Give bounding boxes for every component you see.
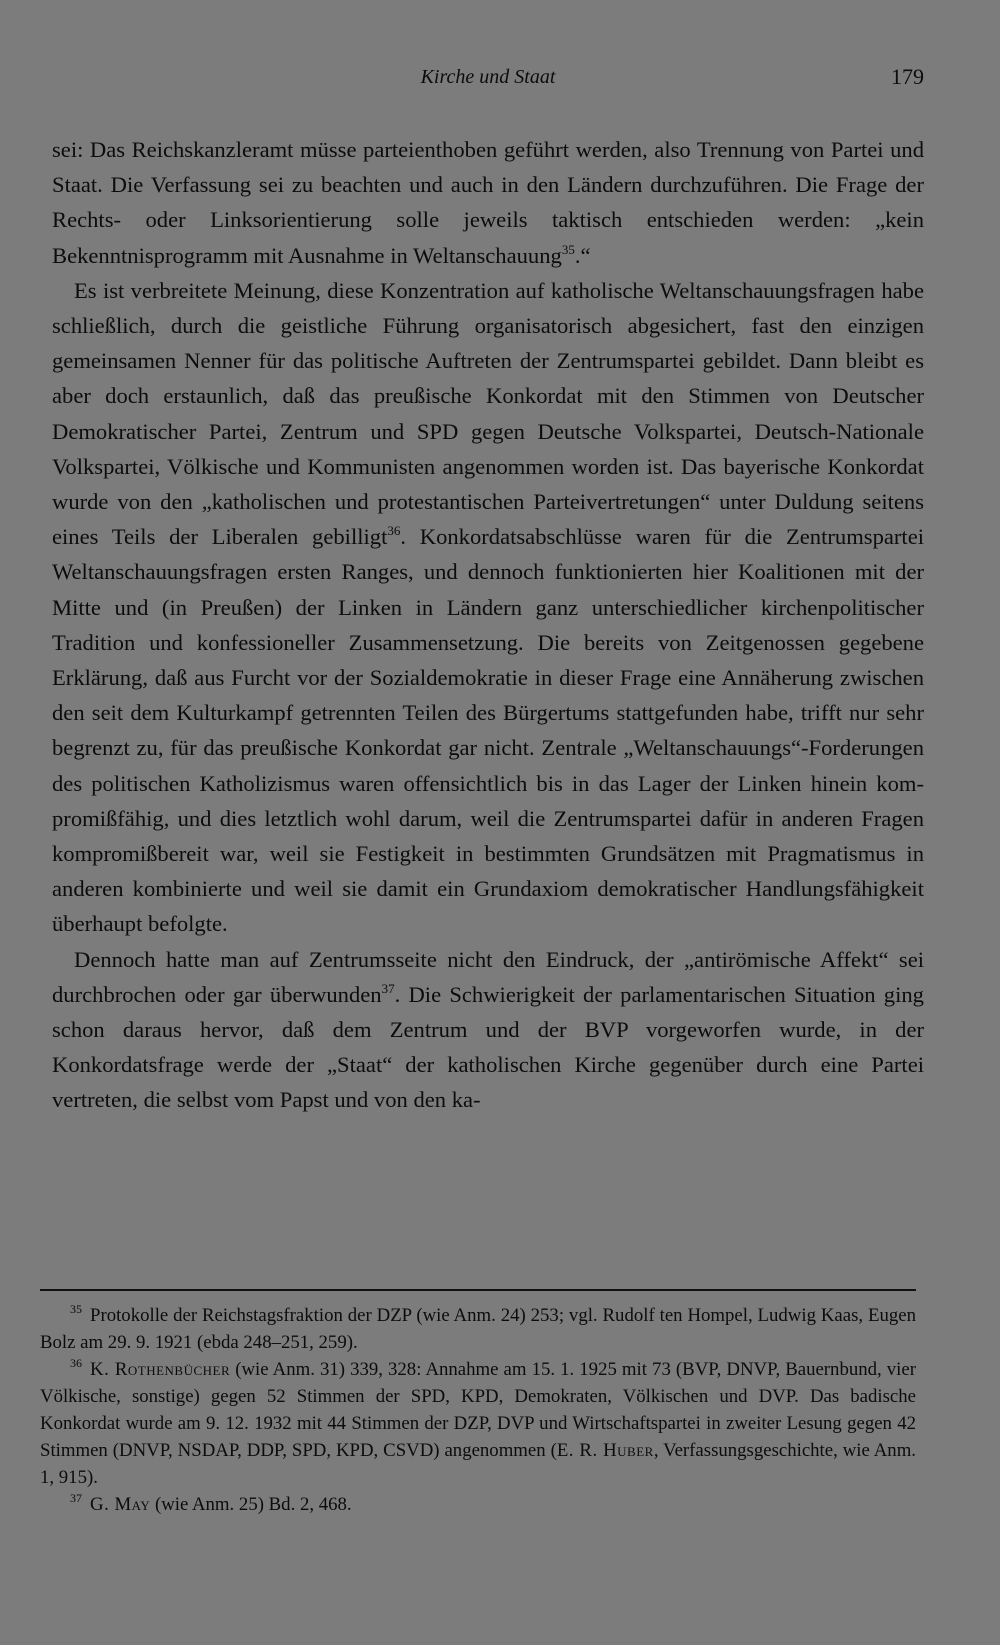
footnote-number-label: 35: [70, 1302, 82, 1316]
footnote-36: [40, 1356, 916, 1491]
paragraph-1-end: .“: [574, 242, 591, 268]
paragraph-3: [52, 942, 924, 1118]
footnote-text: (wie Anm. 25) Bd. 2, 468.: [150, 1494, 352, 1515]
paragraph-2-text: Es ist verbreitete Meinung, diese Konzentration auf katholische Weltanschauungsfragen habe schließlich, durch die geistliche Führung organisatorisch abgesichert, fast den einzigen gemeinsamen Nenner für das politische Auftreten der Zentrumspartei gebildet. Dann bleibt es aber doch erstaunlich, daß das preußische Konkordat mit den Stimmen von Deutscher Demokratischer Partei, Zentrum und SPD gegen Deutsche Volkspartei, Deutsch-Nationale Volkspartei, Völkische und Kommunisten angenommen worden ist. Das bayerische Konkordat wurde von den „katholischen und protestantischen Parteivertretungen“ unter Duldung seitens eines Teils der Liberalen gebilligt: [52, 277, 924, 550]
paragraph-1-text: sei: Das Reichskanzleramt müsse parteienthoben geführt werden, also Trennung von Partei und Staat. Die Verfassung sei zu beachten und auch in den Ländern durchzuführen. Die Frage der Rechts- oder Linksorientierung solle jeweils taktisch entschieden werden: „kein Bekenntnisprogramm mit Ausnahme in Weltanschauung: [52, 137, 924, 268]
paragraph-3-text: Dennoch hatte man auf Zentrumsseite nicht den Eindruck, der „antirömische Affekt“ sei durchbrochen oder gar überwunden: [52, 946, 924, 1007]
page-number: 179: [891, 64, 924, 89]
footnote-number: [40, 1491, 90, 1518]
footnote-text-2: , Verfassungsgeschichte, wie Anm. 1, 915).: [40, 1440, 917, 1488]
footnote-number-label: 37: [70, 1491, 82, 1505]
paragraph-3-end: . Die Schwierigkeit der parlamentarischen Situation ging schon daraus hervor, daß dem Zentrum und der BVP vorgeworfen wurde, in der Konkordatsfrage werde der „Staat“ der katholischen Kirche gegenüber durch eine Partei vertreten, die selbst vom Papst und von den ka-: [52, 981, 924, 1113]
footnote-text: (wie Anm. 31) 339, 328: Annahme am 15. 1. 1925 mit 73 (BVP, DNVP, Bauernbund, vier Völkische, sonstige) gegen 52 Stimmen der SPD, KPD, Demokraten, Völkischen und DVP. Das badische Konkordat wurde am 9. 12. 1932 mit 44 Stimmen der DZP, DVP und Wirtschaftspartei in zweiter Lesung gegen 42 Stimmen (DNVP, NSDAP, DDP, SPD, KPD, CSVD) angenommen (: [40, 1359, 916, 1461]
paragraph-1: [52, 132, 924, 273]
footnote-ref-36: 36: [387, 523, 401, 539]
footnote-35: [40, 1302, 916, 1356]
footnote-ref-37: 37: [381, 980, 395, 996]
body-text: [52, 132, 924, 1118]
footnote-author: K. Rothenbücher: [90, 1359, 231, 1380]
footnote-37: [40, 1491, 916, 1518]
running-title: Kirche und Staat: [420, 66, 556, 88]
footnote-number-label: 36: [70, 1356, 82, 1370]
paragraph-2-end: . Konkordatsabschlüsse waren für die Zentrumspartei Weltanschauungsfragen ersten Ranges, und dennoch funktionierten hier Koalitionen mit der Mitte und (in Preußen) der Linken in Ländern ganz unterschiedlicher kirchenpolitischer Tradition und konfessioneller Zusammensetzung. Die bereits von Zeitgenossen gegebene Erklärung, daß aus Furcht vor der Sozialdemokratie in dieser Frage eine Annäherung zwischen den seit dem Kulturkampf getrennten Teilen des Bürgertums stattgefunden habe, trifft nur sehr begrenzt zu, für das preußische Konkordat gar nicht. Zentrale „Weltanschauungs“-Forderungen des politischen Katholizismus waren offensichtlich bis in das Lager der Linken hinein kompromißfähig, und dies letztlich wohl darum, weil die Zentrumspartei dafür in anderen Fragen kompromißbereit war, weil sie Festigkeit in bestimmten Grundsätzen mit Pragmatismus in anderen kombinierte und weil sie damit ein Grundaxiom demokratischer Handlungsfähigkeit überhaupt befolgte.: [52, 524, 925, 937]
footnote-author-2: E. R. Huber: [556, 1440, 654, 1461]
footnote-ref-35: 35: [561, 241, 575, 257]
paragraph-2: [52, 273, 924, 942]
footnote-text: Protokolle der Reichstagsfraktion der DZP (wie Anm. 24) 253; vgl. Rudolf ten Hompel, Ludwig Kaas, Eugen Bolz am 29. 9. 1921 (ebda 248–251, 259).: [40, 1305, 916, 1353]
footnote-number: [40, 1356, 90, 1383]
running-head: [52, 60, 924, 94]
footnote-author: G. May: [90, 1494, 151, 1515]
footnotes: [40, 1302, 916, 1518]
footnote-separator: [40, 1289, 916, 1291]
footnote-number: [40, 1302, 90, 1329]
